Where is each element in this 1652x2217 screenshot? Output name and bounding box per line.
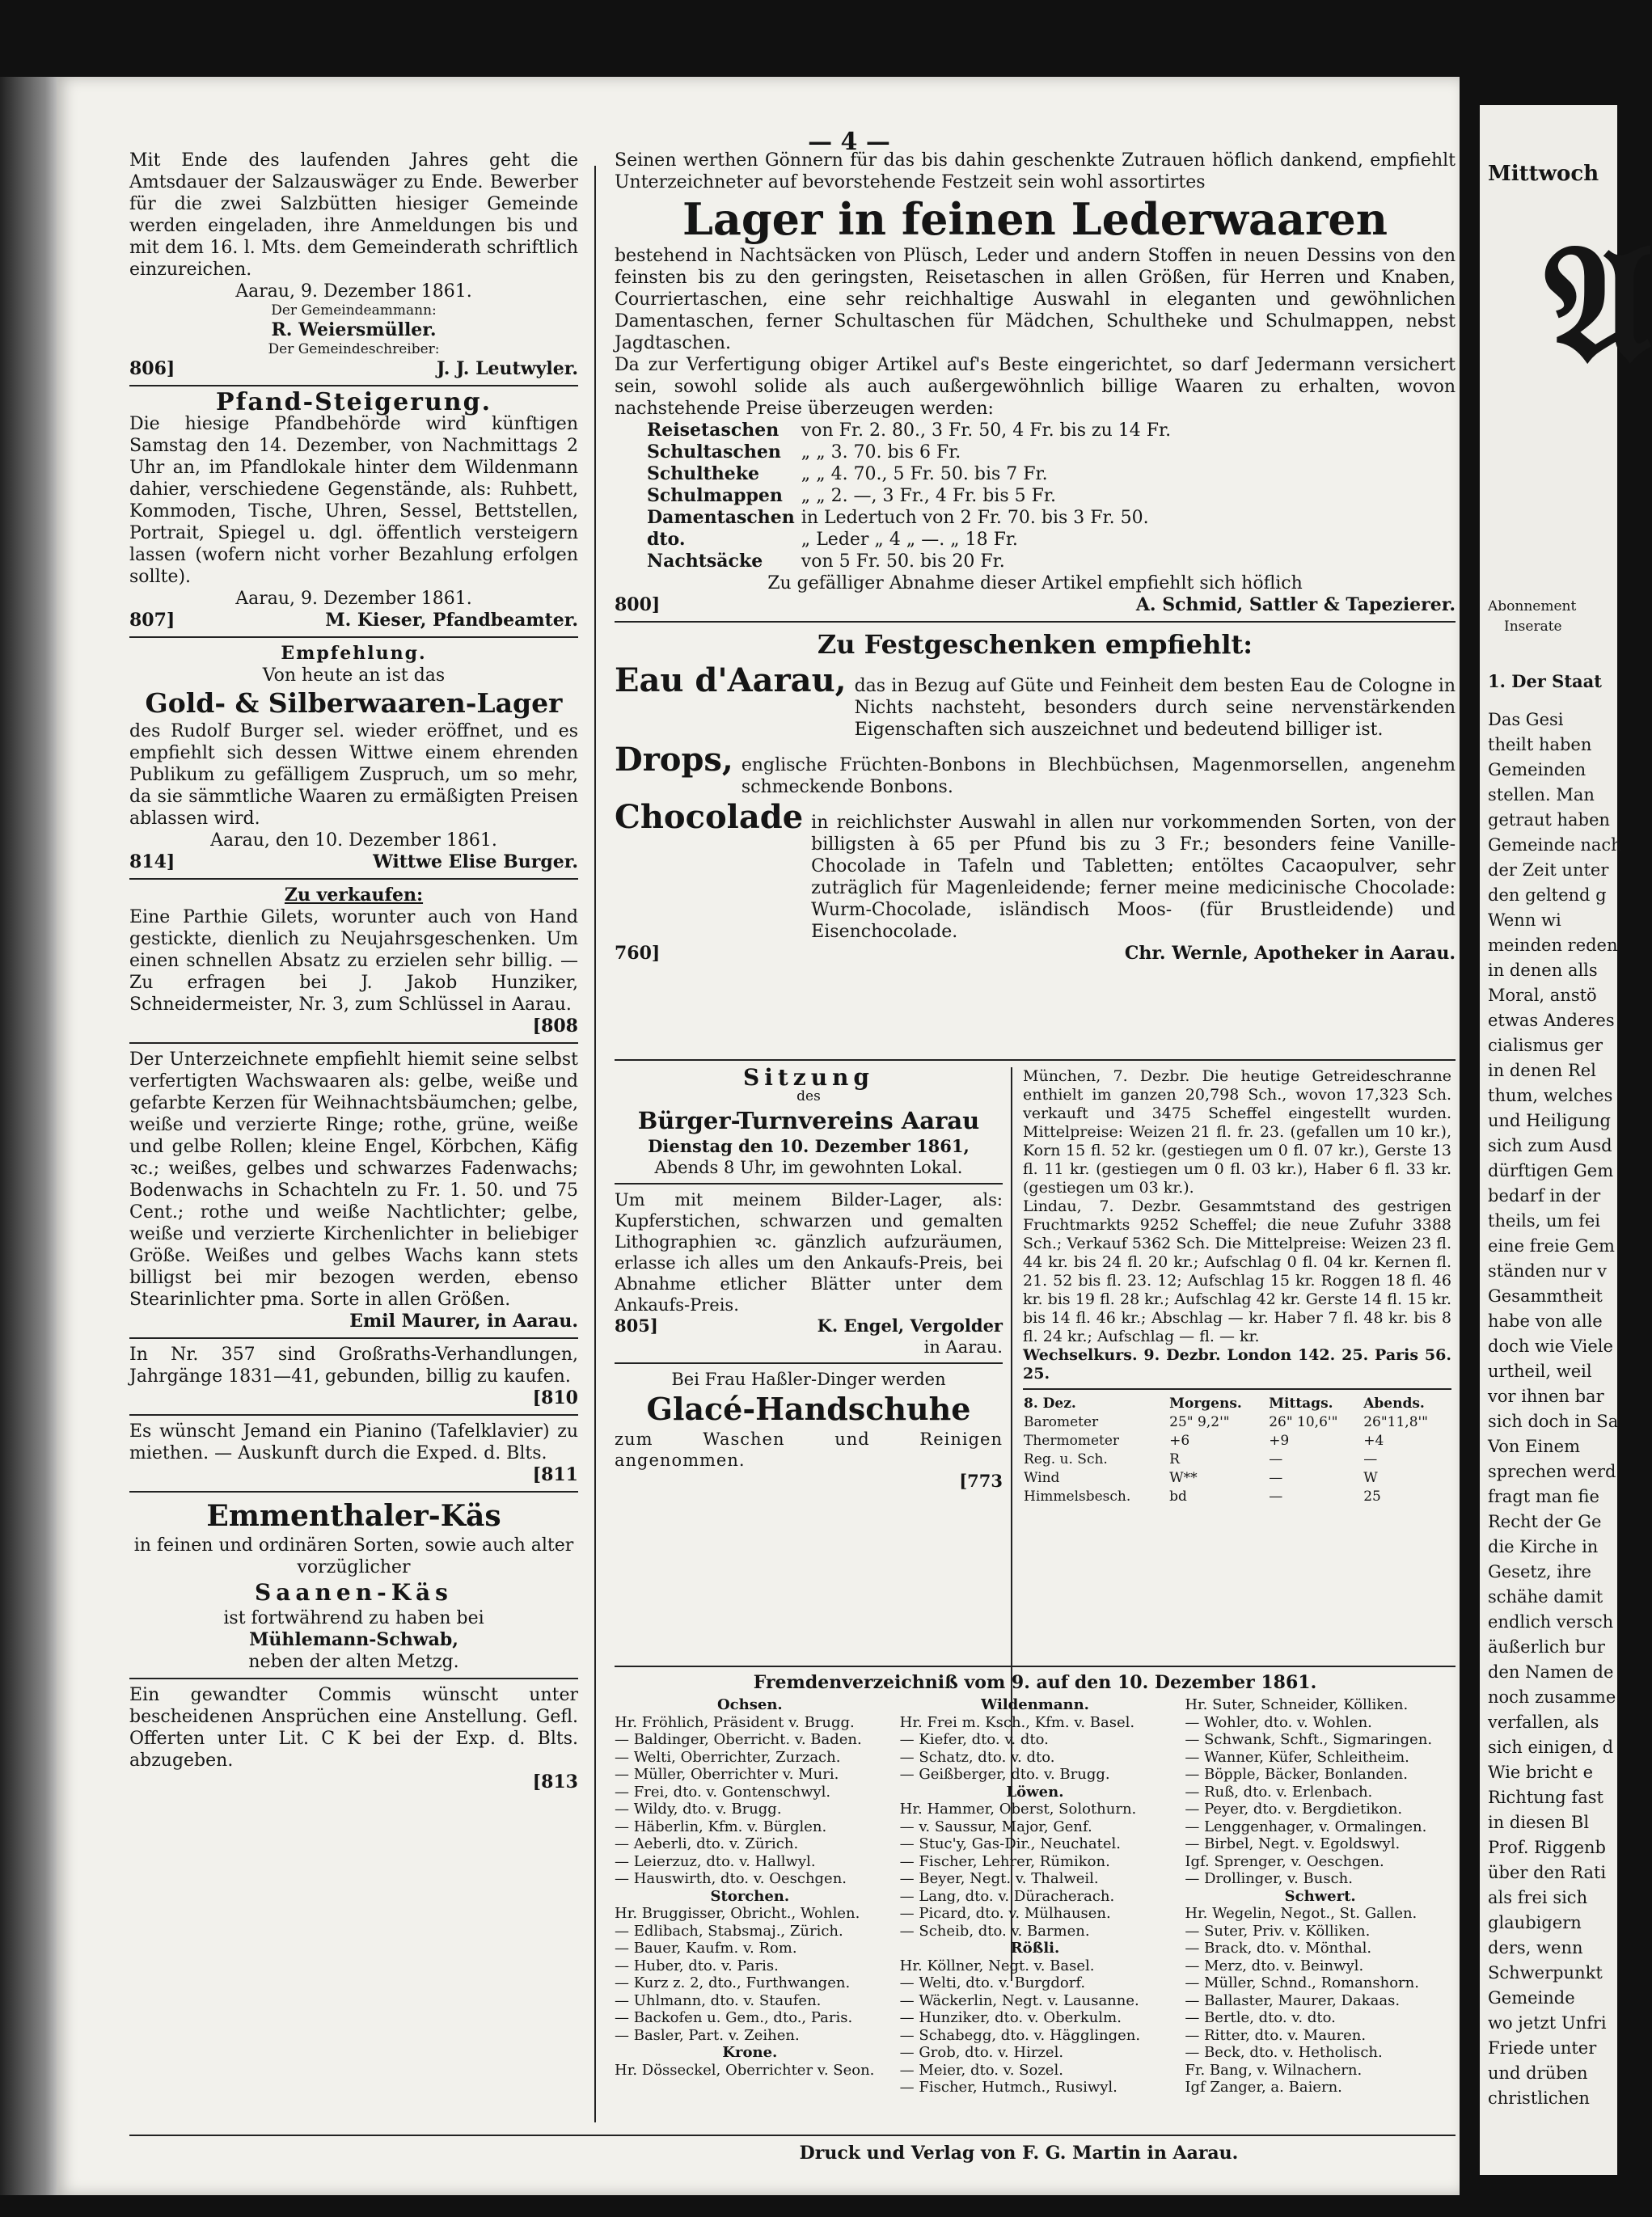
guest-entry: Hr. Bruggisser, Obricht., Wohlen.	[615, 1905, 860, 1922]
text-fragment: die Kirche in	[1488, 1537, 1599, 1556]
guest-entry: — Bertle, dto. v. dto.	[1185, 2009, 1336, 2026]
text-fragment: in diesen Bl	[1488, 1813, 1590, 1832]
text-fragment: Schwerpunkt	[1488, 1963, 1603, 1983]
empf-intro: Von heute an ist das	[262, 665, 446, 686]
empf-title: Empfehlung.	[281, 643, 427, 664]
hotel-name: Wildenmann.	[981, 1696, 1089, 1713]
hotel-name: Rößli.	[1010, 1940, 1060, 1957]
verk-text: Eine Parthie Gilets, worunter auch von Hand gestickte, dienlich zu Neujahrsgeschenken. Um einen schnellen Absatz zu erzielen sehr billig. — Zu erfragen bei J. Jakob Hunziker, Schneidermeister, Nr. 3, zum Schlüssel in Aarau.	[129, 907, 578, 1015]
ad-number: 814]	[129, 851, 175, 872]
text-fragment: stellen. Man	[1488, 785, 1595, 804]
price-row	[647, 485, 1177, 507]
text-fragment: habe von alle	[1488, 1311, 1603, 1331]
price-item: Damentaschen	[647, 507, 795, 528]
price-item: Schultaschen	[647, 441, 781, 462]
weather-cell: 26"11,8'"	[1363, 1414, 1428, 1430]
bilder-where: in Aarau.	[923, 1337, 1003, 1357]
text-fragment: Gesetz, ihre	[1488, 1562, 1591, 1581]
price-item: Schulmappen	[647, 485, 783, 506]
commis-text: Ein gewandter Commis wünscht unter bescheidenen Ansprüchen eine Anstellung. Gefl. Offerten unter Lit. C K bei der Exp. d. Blts. abzugeben.	[129, 1685, 578, 1771]
leder-headline: Lager in feinen Lederwaaren	[682, 193, 1388, 245]
guest-entry: — Grob, dto. v. Hirzel.	[899, 2044, 1064, 2061]
guest-entry: — Ruß, dto. v. Erlenbach.	[1185, 1783, 1373, 1801]
text-fragment: endlich versch	[1488, 1612, 1614, 1632]
text-fragment: urtheil, weil	[1488, 1362, 1592, 1381]
guest-entry: — Backofen u. Gem., dto., Paris.	[615, 2009, 853, 2026]
weather-row	[1023, 1451, 1451, 1469]
left-column	[129, 150, 578, 1793]
text-fragment: sich zum Ausd	[1488, 1136, 1612, 1155]
guest-entry: — Welti, Oberrichter, Zurzach.	[615, 1748, 841, 1766]
text-fragment: sich doch in Sa	[1488, 1412, 1619, 1431]
fremden-title: Fremdenverzeichniß vom 9. auf den 10. Dezember 1861.	[753, 1672, 1317, 1693]
weather-cell: 25	[1363, 1489, 1381, 1505]
guest-entry: Igf Zanger, a. Baiern.	[1185, 2079, 1342, 2096]
guest-entry: — Aeberli, dto. v. Zürich.	[615, 1835, 799, 1852]
text-fragment: verfallen, als	[1488, 1712, 1599, 1732]
eau-headline: Eau d'Aarau,	[615, 661, 847, 699]
guest-entry: — Bauer, Kaufm. v. Rom.	[615, 1940, 797, 1957]
book-spine	[0, 77, 57, 2195]
column-divider	[594, 166, 596, 2122]
text-fragment: sich einigen, d	[1488, 1738, 1614, 1757]
market-block	[1023, 1067, 1451, 1506]
leder-intro: Seinen werthen Gönnern für das bis dahin geschenkte Zutrauen höflich dankend, empfiehlt Unterzeichneter auf bevorstehende Festzeit sein wohl assortirtes	[615, 150, 1456, 192]
ad-number: 807]	[129, 610, 175, 631]
price-value: „ „ 3. 70. bis 6 Fr.	[801, 442, 961, 462]
guest-entry: — Müller, Oberrichter v. Muri.	[615, 1766, 839, 1783]
price-item: Nachtsäcke	[647, 551, 763, 572]
salz-name1: R. Weiersmüller.	[271, 319, 437, 340]
text-fragment: als frei sich	[1488, 1888, 1588, 1907]
guest-entry: — Peyer, dto. v. Bergdietikon.	[1185, 1801, 1403, 1818]
guest-entry: — Kurz z. 2, dto., Furthwangen.	[615, 1974, 851, 1991]
guest-entry: — Leierzuz, dto. v. Hallwyl.	[615, 1852, 816, 1870]
guest-entry: — Picard, dto. v. Mülhausen.	[899, 1905, 1111, 1922]
weather-row	[1023, 1432, 1451, 1451]
weather-cell: R	[1169, 1451, 1180, 1467]
ad-number: 806]	[129, 358, 175, 379]
lindau-report: Lindau, 7. Dezbr. Gesammtstand des gestrigen Fruchtmarkts 9252 Scheffel; die neue Zufuhr 3388 Sch.; Verkauf 5362 Sch. Die Mittelpreise: Weizen 23 fl. 44 kr. bis 24 fl. 20 kr.; Aufschlag 0 fl. 04 kr. Kernen fl. 21. 52 bis fl. 23. 12; Aufschlag 15 kr. Roggen 18 fl. 46 kr. bis 19 fl. 28 kr.; Aufschlag 42 kr. Gerste 14 fl. 15 kr. bis 14 fl. 46 kr.; Abschlag — kr. Haber 7 fl. 48 kr. bis 8 fl. 24 kr.; Aufschlag — fl. — kr.	[1023, 1197, 1451, 1345]
weather-cell: W**	[1169, 1470, 1198, 1486]
weather-cell: —	[1269, 1470, 1283, 1486]
price-value: von Fr. 2. 80., 3 Fr. 50, 4 Fr. bis zu 14 Fr.	[801, 420, 1172, 441]
next-page-text	[1488, 707, 1622, 2111]
text-fragment: bedarf in der	[1488, 1186, 1601, 1206]
guest-entry: — Uhlmann, dto. v. Staufen.	[615, 1991, 822, 2009]
ad-number: [810	[532, 1387, 578, 1408]
fremden-col2	[900, 1696, 1171, 2097]
guest-entry: Hr. Wegelin, Negot., St. Gallen.	[1185, 1905, 1418, 1922]
text-fragment: Wie bricht e	[1488, 1763, 1594, 1782]
guest-entry: — Edlibach, Stabsmaj., Zürich.	[615, 1922, 843, 1940]
hotel-name: Löwen.	[1006, 1783, 1064, 1801]
guest-entry: — Beyer, Negt. v. Thalweil.	[899, 1870, 1099, 1887]
guest-entry: — Hunziker, dto. v. Oberkulm.	[899, 2009, 1122, 2026]
text-fragment: sprechen werd	[1488, 1462, 1616, 1481]
text-fragment: den geltend g	[1488, 885, 1607, 905]
guest-entry: — Schatz, dto. v. dto.	[899, 1748, 1055, 1766]
text-fragment: ders, wenn	[1488, 1938, 1583, 1957]
guest-entry: — Fischer, Lehrer, Rümikon.	[899, 1852, 1110, 1870]
gross-text: In Nr. 357 sind Großraths-Verhandlungen, Jahrgänge 1831—41, gebunden, billig zu kaufen.	[129, 1345, 578, 1387]
price-value: von 5 Fr. 50. bis 20 Fr.	[801, 551, 1005, 572]
text-fragment: in denen alls	[1488, 961, 1598, 980]
guest-entry: — Hauswirth, dto. v. Oeschgen.	[615, 1870, 847, 1887]
weather-cell: Thermometer	[1024, 1433, 1120, 1449]
guest-entry: Hr. Köllner, Negt. v. Basel.	[899, 1957, 1095, 1974]
pfand-date: Aarau, 9. Dezember 1861.	[235, 589, 472, 609]
text-fragment: noch zusamme	[1488, 1687, 1616, 1707]
next-page-fragment: Mittwoch 𝔄 Abonnement Inserate 1. Der Staat Das Gesi theilt haben Gemeinden stellen. Man getraut haben Gemeinde nach der Zeit unter den geltend g Wenn wi meinden reden in denen alls Moral, anstö etwas Anderes cialismus ger in denen Rel thum, welches und Heiligung sich zum Ausd dürftigen Gem bedarf in der theils, um fei eine freie Gem ständen nur v Gesammtheit habe von alle doch wie Viele urtheil, weil vor ihnen bar sich doch in Sa Von Einem sprechen werd fragt man fie Recht der Ge die Kirche in Gesetz, ihre schähe damit endlich versch äußerlich bur den Namen de noch zusamme verfallen, als sich einigen, d Wie bricht e Richtung fast in diesen Bl Prof. Riggenb über den Rati als frei sich glaubigern ders, wenn Schwerpunkt Gemeinde wo jetzt Unfri Friede unter und drüben christlichen	[1480, 105, 1617, 2175]
text-fragment: Das Gesi	[1488, 710, 1564, 729]
text-fragment: etwas Anderes	[1488, 1011, 1615, 1030]
guest-entry: — Drollinger, v. Busch.	[1185, 1870, 1353, 1887]
empf-date: Aarau, den 10. Dezember 1861.	[210, 830, 497, 851]
guest-entry: — Schabegg, dto. v. Hägglingen.	[899, 2026, 1141, 2044]
imprint: Druck und Verlag von F. G. Martin in Aarau.	[799, 2143, 1239, 2164]
text-fragment: cialismus ger	[1488, 1036, 1603, 1055]
weather-cell: 26" 10,6'"	[1269, 1414, 1338, 1430]
turn-date: Dienstag den 10. Dezember 1861,	[648, 1136, 970, 1156]
guest-entry: — Böpple, Bäcker, Bonlanden.	[1185, 1766, 1408, 1783]
guest-entry: Hr. Suter, Schneider, Kölliken.	[1185, 1696, 1409, 1713]
guest-entry: Hr. Dösseckel, Oberrichter v. Seon.	[615, 2061, 875, 2079]
ad-number: [808	[532, 1016, 578, 1037]
empf-sign: Wittwe Elise Burger.	[373, 851, 578, 872]
text-fragment: Gemeinden	[1488, 760, 1587, 779]
text-fragment: Wenn wi	[1488, 910, 1561, 930]
text-fragment: der Zeit unter	[1488, 860, 1609, 880]
leder-text2: Da zur Verfertigung obiger Artikel auf's Beste eingerichtet, so darf Jedermann versichert sein, sowohl solide als auch außergewöhnlich billige Waaren zu erhalten, wovon nachstehende Preise überzeugen werden:	[615, 355, 1456, 419]
next-page-article: 1. Der Staat	[1488, 671, 1602, 691]
pfand-text: Die hiesige Pfandbehörde wird künftigen Samstag den 14. Dezember, von Nachmittags 2 Uhr an, im Pfandlokale hinter dem Wildenmann dahier, verschiedene Gegenstände, als: Ruhbett, Kommoden, Tische, Uhren, Sessel, Bettstellen, Portrait, Spiegel u. dgl. öffentlich versteigern lassen (wofern nicht vorher Bezahlung erfolgen sollte).	[129, 414, 578, 587]
weather-cell: —	[1269, 1451, 1283, 1467]
kaes-line2: ist fortwährend zu haben bei	[223, 1608, 484, 1628]
text-fragment: theilt haben	[1488, 735, 1592, 754]
guest-entry: — Brack, dto. v. Mönthal.	[1185, 1940, 1372, 1957]
guest-entry: — Kiefer, dto. v. dto.	[899, 1731, 1049, 1748]
pfand-title: Pfand-Steigerung.	[215, 388, 492, 416]
guest-entry: — v. Saussur, Major, Genf.	[899, 1818, 1092, 1835]
guest-entry: — Lang, dto. v. Düracherach.	[899, 1887, 1115, 1905]
hotel-name: Storchen.	[710, 1887, 790, 1905]
piano-text: Es wünscht Jemand ein Pianino (Tafelklavier) zu miethen. — Auskunft durch die Exped. d. Blts.	[129, 1421, 578, 1463]
drops-headline: Drops,	[615, 741, 733, 779]
choc-text: in reichlichster Auswahl in allen nur vorkommenden Sorten, von der billigsten à 65 per Pfund bis zu 3 Fr.; besonders feine Vanille-Chocolade in Tafeln und Tabletten; entöltes Cacaopulver, sehr zuträglich für Magenleidende; ferner meine medicinische Chocolade: Wurm-Chocolade, isländisch Moos- (für Brustleidende) und Eisenchocolade.	[811, 813, 1456, 942]
guest-entry: — Geißberger, dto. v. Brugg.	[899, 1766, 1110, 1783]
guest-entry: — Frei, dto. v. Gontenschwyl.	[615, 1783, 831, 1801]
text-fragment: eine freie Gem	[1488, 1236, 1615, 1256]
price-value: „ „ 2. —, 3 Fr., 4 Fr. bis 5 Fr.	[801, 486, 1056, 506]
text-fragment: über den Rati	[1488, 1863, 1607, 1882]
price-value: „ „ 4. 70., 5 Fr. 50. bis 7 Fr.	[801, 464, 1048, 484]
weather-cell: +6	[1169, 1433, 1190, 1449]
eau-text: das in Bezug auf Güte und Feinheit dem besten Eau de Cologne in Nichts nachsteht, besonders durch seine nervenstärkenden Eigenschaften sich auszeichnet und bedeutend billiger ist.	[854, 676, 1456, 740]
text-fragment: glaubigern	[1488, 1913, 1582, 1932]
guest-entry: — Schwank, Schft., Sigmaringen.	[1185, 1731, 1433, 1748]
hotel-name: Schwert.	[1284, 1887, 1356, 1905]
wachs-text: Der Unterzeichnete empfiehlt hiemit seine selbst verfertigten Wachswaaren als: gelbe, weiße und gefarbte Kerzen für Weihnachtsbäumchen; gelbe, weiße und verzierte Ringe; rothe, grüne, weiße und gelbe Rollen; kleine Engel, Körbchen, Käfig ꝛc.; weißes, gelbes und schwarzes Fadenwachs; Bodenwachs in Schachteln zu Fr. 1. 50. und 75 Cent.; rothe und weiße Nachtlichter; gelbe, weiße und verzierte Kirchenlichter in beliebiger Größe. Weißes und gelbes Wachs kann stets billigst bei mir bezogen werden, ebenso Stearinlichter pma. Sorte in allen Größen.	[129, 1049, 578, 1310]
fremden-col3	[1185, 1696, 1456, 2097]
kaes-headline: Emmenthaler-Käs	[206, 1499, 501, 1533]
weather-cell: Himmelsbesch.	[1024, 1489, 1131, 1505]
guest-entry: Hr. Hammer, Oberst, Solothurn.	[899, 1801, 1137, 1818]
glace-intro: Bei Frau Haßler-Dinger werden	[671, 1370, 946, 1389]
price-row	[647, 463, 1177, 485]
weather-row	[1023, 1469, 1451, 1488]
page-number: — 4 —	[808, 128, 890, 156]
ad-number: [773	[959, 1471, 1003, 1491]
guest-entry: Hr. Frei m. Ksch., Kfm. v. Basel.	[899, 1713, 1135, 1731]
guest-entry: — Wanner, Küfer, Schleitheim.	[1185, 1748, 1409, 1766]
divider	[615, 1666, 1456, 1667]
fest-title: Zu Festgeschenken empfiehlt:	[817, 629, 1253, 660]
empf-headline: Gold- & Silberwaaren-Lager	[145, 687, 563, 719]
weather-cell: Barometer	[1024, 1414, 1099, 1430]
guest-entry: — Beck, dto. v. Hetholisch.	[1185, 2044, 1383, 2061]
guest-entry: Igf. Sprenger, v. Oeschgen.	[1185, 1852, 1384, 1870]
empf-text: des Rudolf Burger sel. wieder eröffnet, und es empfiehlt sich dessen Wittwe einem ehrenden Publikum zu gefälligem Zuspruch, um so mehr, da sie sämmtliche Waaren zu ermäßigten Preisen ablassen wird.	[129, 721, 578, 829]
guest-entry: Hr. Fröhlich, Präsident v. Brugg.	[615, 1713, 855, 1731]
text-fragment: theils, um fei	[1488, 1211, 1600, 1231]
weather-header: 8. Dez.	[1024, 1396, 1076, 1412]
weather-cell: W	[1363, 1470, 1378, 1486]
text-fragment: und drüben	[1488, 2063, 1588, 2083]
leder-closing: Zu gefälliger Abnahme dieser Artikel empfiehlt sich höflich	[767, 573, 1303, 593]
text-fragment: christlichen	[1488, 2088, 1590, 2108]
text-fragment: schähe damit	[1488, 1587, 1603, 1607]
text-fragment: meinden reden	[1488, 935, 1618, 955]
turn-time: Abends 8 Uhr, im gewohnten Lokal.	[654, 1158, 963, 1177]
weather-row	[1023, 1413, 1451, 1432]
text-fragment: und Heiligung	[1488, 1111, 1611, 1130]
text-fragment: wo jetzt Unfri	[1488, 2013, 1607, 2033]
text-fragment: dürftigen Gem	[1488, 1161, 1614, 1180]
text-fragment: Recht der Ge	[1488, 1512, 1602, 1531]
weather-cell: +4	[1363, 1433, 1384, 1449]
price-value: „ Leder „ 4 „ —. „ 18 Fr.	[801, 530, 1018, 550]
text-fragment: Richtung fast	[1488, 1788, 1603, 1807]
guest-entry: — Merz, dto. v. Beinwyl.	[1185, 1957, 1364, 1974]
kaes-where: neben der alten Metzg.	[248, 1652, 459, 1672]
weather-header: Mittags.	[1269, 1396, 1333, 1412]
text-fragment: thum, welches	[1488, 1086, 1613, 1105]
kaes-name: Mühlemann-Schwab,	[249, 1629, 458, 1650]
guest-entry: — Basler, Part. v. Zeihen.	[615, 2026, 800, 2044]
weather-header: Abends.	[1363, 1396, 1425, 1412]
weather-table	[1023, 1395, 1451, 1506]
ad-number: [813	[532, 1771, 578, 1793]
guest-entry: — Ballaster, Maurer, Dakaas.	[1185, 1991, 1401, 2009]
guest-entry: — Huber, dto. v. Paris.	[615, 1957, 779, 1974]
guest-entry: — Wildy, dto. v. Brugg.	[615, 1801, 782, 1818]
text-fragment: Friede unter	[1488, 2038, 1597, 2058]
salz-role1: Der Gemeindeammann:	[271, 302, 437, 319]
price-row	[647, 441, 1177, 463]
verk-title: Zu verkaufen:	[284, 885, 424, 906]
text-fragment: Gemeinde nach	[1488, 835, 1622, 855]
leder-text: bestehend in Nachtsäcken von Plüsch, Leder und andern Stoffen in neuen Dessins von den feinsten bis zu den geringsten, Reisetaschen in allen Größen, für Herren und Knaben, Courriertaschen, eine sehr reichhaltige Auswahl in eleganten und gewöhnlichen Damentaschen, ferner Schultaschen für Mädchen, Schultheke und Schulmappen, nebst Jagdtaschen.	[615, 246, 1456, 353]
guest-entry: — Baldinger, Oberricht. v. Baden.	[615, 1731, 862, 1748]
text-fragment: Moral, anstö	[1488, 986, 1597, 1005]
fremden-col1	[615, 1696, 885, 2097]
ad-number: [811	[532, 1464, 578, 1485]
weather-cell: bd	[1169, 1489, 1187, 1505]
divider	[615, 1059, 1456, 1061]
salz-role2: Der Gemeindeschreiber:	[268, 341, 440, 357]
salz-date: Aarau, 9. Dezember 1861.	[235, 281, 472, 302]
price-row	[647, 529, 1177, 551]
guest-entry: — Stuc'y, Gas-Dir., Neuchatel.	[899, 1835, 1121, 1852]
ad-number: 805]	[615, 1315, 658, 1336]
text-fragment: Prof. Riggenb	[1488, 1838, 1606, 1857]
turn-name: Bürger-Turnvereins Aarau	[637, 1107, 980, 1134]
guest-entry: Fr. Bang, v. Wilnachern.	[1185, 2061, 1363, 2079]
price-table	[647, 420, 1177, 572]
hotel-name: Ochsen.	[717, 1696, 783, 1713]
ad-number: 760]	[615, 943, 661, 964]
text-fragment: Gesammtheit	[1488, 1286, 1603, 1306]
weather-cell: Wind	[1024, 1470, 1060, 1486]
text-fragment: fragt man fie	[1488, 1487, 1599, 1506]
weather-header: Morgens.	[1169, 1396, 1242, 1412]
drops-text: englische Früchten-Bonbons in Blechbüchsen, Magenmorsellen, angenehm schmeckende Bonbons.	[741, 755, 1456, 797]
turn-title: Sitzung	[743, 1064, 874, 1091]
text-fragment: getraut haben	[1488, 810, 1610, 830]
price-item: Reisetaschen	[647, 420, 780, 441]
next-page-header: Mittwoch	[1488, 162, 1599, 186]
wachs-sign: Emil Maurer, in Aarau.	[349, 1311, 578, 1332]
text-fragment: äußerlich bur	[1488, 1637, 1605, 1657]
guest-entry: — Welti, dto. v. Burgdorf.	[899, 1974, 1086, 1991]
salz-name2: J. J. Leutwyler.	[437, 358, 578, 379]
guest-entry: — Müller, Schnd., Romanshorn.	[1185, 1974, 1419, 1991]
guest-entry: — Ritter, dto. v. Mauren.	[1185, 2026, 1367, 2044]
glace-headline: Glacé-Handschuhe	[646, 1391, 971, 1427]
weather-cell: 25" 9,2'"	[1169, 1414, 1230, 1430]
weather-cell: —	[1269, 1489, 1283, 1505]
hotel-name: Krone.	[722, 2044, 778, 2061]
right-column	[615, 150, 1456, 965]
guest-entry: — Wohler, dto. v. Wohlen.	[1185, 1713, 1372, 1731]
wechsel-report: Wechselkurs. 9. Dezbr. London 142. 25. Paris 56. 25.	[1023, 1346, 1451, 1383]
weather-row	[1023, 1488, 1451, 1506]
guest-entry: — Häberlin, Kfm. v. Bürglen.	[615, 1818, 827, 1835]
next-page-inser: Inserate	[1504, 619, 1562, 635]
price-item: Schultheke	[647, 463, 760, 484]
weather-cell: —	[1363, 1451, 1378, 1467]
bilder-text: Um mit meinem Bilder-Lager, als: Kupferstichen, schwarzen und gemalten Lithographien ꝛc. gänzlich aufzuräumen, erlasse ich alles um den Ankaufs-Preis, bei Abnahme etlicher Blätter unter dem Ankaufs-Preis.	[615, 1190, 1003, 1315]
next-page-abonn: Abonnement	[1488, 598, 1577, 614]
kaes-headline2: Saanen-Käs	[255, 1579, 453, 1606]
guest-entry: — Meier, dto. v. Sozel.	[899, 2061, 1063, 2079]
price-item: dto.	[647, 529, 686, 550]
text-fragment: ständen nur v	[1488, 1261, 1607, 1281]
guest-entry: — Lenggenhager, v. Ormalingen.	[1185, 1818, 1427, 1835]
ad-number: 800]	[615, 594, 661, 615]
leder-sign: A. Schmid, Sattler & Tapezierer.	[1135, 594, 1456, 615]
weather-cell: Reg. u. Sch.	[1024, 1451, 1108, 1467]
guest-entry: — Fischer, Hutmch., Rusiwyl.	[899, 2079, 1118, 2096]
pfand-sign: M. Kieser, Pfandbeamter.	[325, 610, 578, 631]
weather-cell: +9	[1269, 1433, 1290, 1449]
fremden-list	[615, 1696, 1456, 2097]
muenchen-report: München, 7. Dezbr. Die heutige Getreideschranne enthielt im ganzen 20,798 Sch., wovon 17,323 Sch. verkauft und 3475 Scheffel eingestellt wurden. Mittelpreise: Weizen 21 fl. fr. 23. (gefallen um 10 kr.), Korn 15 fl. 52 kr. (gestiegen um 0 fl. 07 kr.), Gerste 13 fl. 11 kr. (gestiegen um 0 fl. 03 kr.), Haber 6 fl. 33 kr. (gestiegen um 03 kr.).	[1023, 1067, 1451, 1197]
mid-left-block	[615, 1064, 1003, 1492]
text-fragment: vor ihnen bar	[1488, 1387, 1604, 1406]
bilder-sign: K. Engel, Vergolder	[817, 1315, 1003, 1336]
text-fragment: den Namen de	[1488, 1662, 1614, 1682]
guest-entry: — Suter, Priv. v. Kölliken.	[1185, 1922, 1371, 1940]
kaes-line1: in feinen und ordinären Sorten, sowie auch alter vorzüglicher	[133, 1535, 574, 1577]
price-value: in Ledertuch von 2 Fr. 70. bis 3 Fr. 50.	[801, 508, 1149, 528]
price-row	[647, 420, 1177, 441]
text-fragment: doch wie Viele	[1488, 1337, 1613, 1356]
glace-text: zum Waschen und Reinigen angenommen.	[615, 1429, 1003, 1470]
text-fragment: in denen Rel	[1488, 1061, 1596, 1080]
salz-notice: Mit Ende des laufenden Jahres geht die Amtsdauer der Salzauswäger zu Ende. Bewerber für die zwei Salzbütten hiesiger Gemeinde werden eingeladen, ihre Anmeldungen bis und mit dem 16. l. Mts. dem Gemeinderath schriftlich einzureichen.	[129, 150, 578, 280]
text-fragment: Von Einem	[1488, 1437, 1580, 1456]
guest-entry: — Scheib, dto. v. Barmen.	[899, 1922, 1090, 1940]
price-row	[647, 507, 1177, 529]
price-row	[647, 551, 1177, 572]
guest-entry: — Birbel, Negt. v. Egoldswyl.	[1185, 1835, 1401, 1852]
fest-sign: Chr. Wernle, Apotheker in Aarau.	[1124, 943, 1456, 964]
guest-entry: — Wäckerlin, Negt. v. Lausanne.	[899, 1991, 1139, 2009]
divider	[129, 2135, 1456, 2136]
choc-headline: Chocolade	[615, 798, 804, 836]
text-fragment: Gemeinde	[1488, 1988, 1575, 2008]
turn-des: des	[796, 1088, 821, 1104]
